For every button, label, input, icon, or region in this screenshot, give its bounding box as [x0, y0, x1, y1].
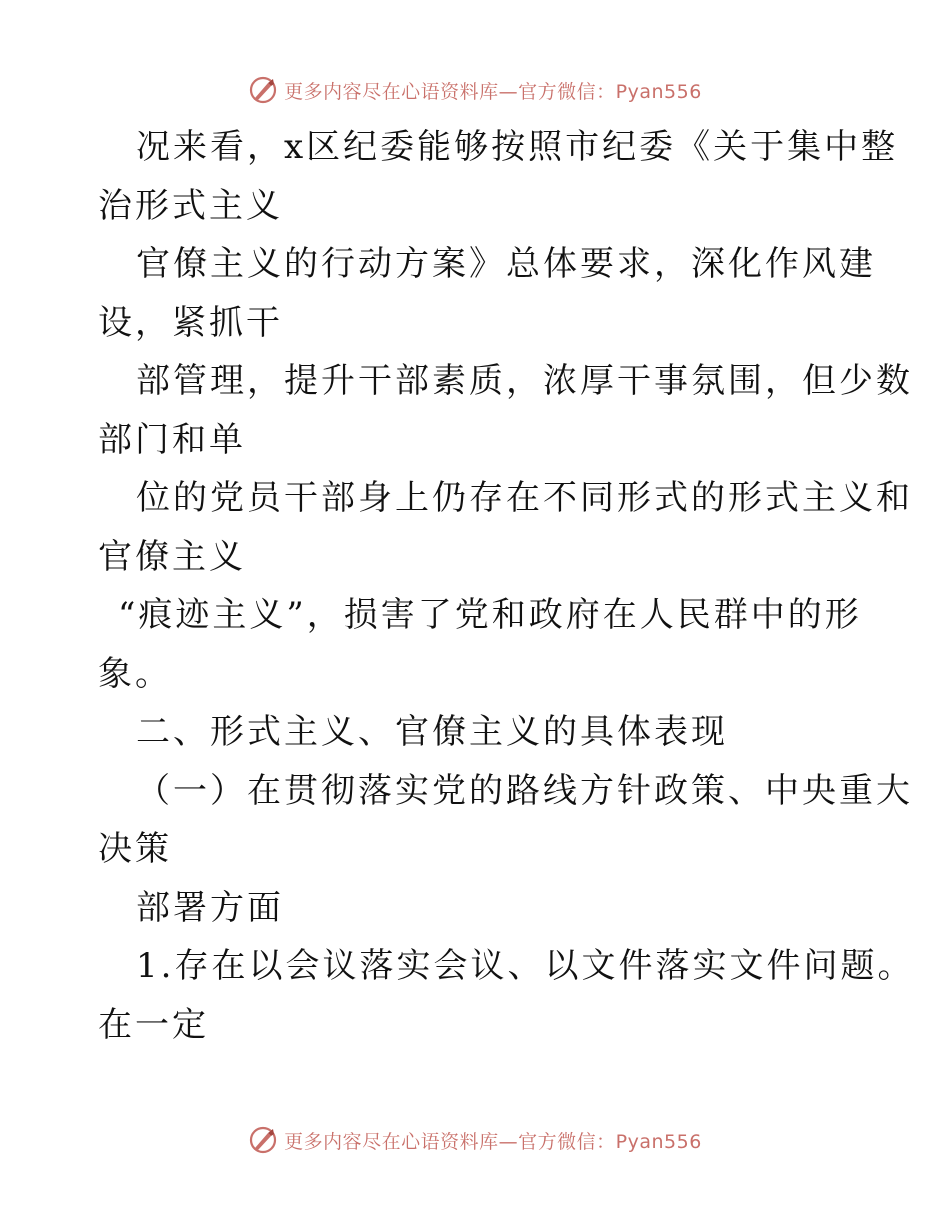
paragraph-line: 设，紧抓干 [98, 302, 283, 343]
paragraph-line: 治形式主义 [98, 185, 283, 226]
document-body [98, 118, 915, 1054]
subsection-heading: （一）在贯彻落实党的路线方针政策、中央重大 [136, 770, 913, 811]
paragraph-line: “痕迹主义”，损害了党和政府在人民群中的形 [118, 595, 862, 635]
paragraph-line: 部管理，提升干部素质，浓厚干事氛围，但少数 [136, 361, 913, 401]
watermark-text: 更多内容尽在心语资料库—官方微信：Pyan556 [284, 1130, 702, 1153]
paragraph-line: 位的党员干部身上仍存在不同形式的形式主义和 [136, 478, 913, 518]
paragraph-line: 官僚主义 [98, 536, 246, 577]
paragraph-line: 在一定 [98, 1004, 209, 1045]
quill-pen-logo-icon [248, 75, 278, 105]
subsection-heading-cont: 决策 [98, 829, 172, 869]
paragraph-line: 况来看，x区纪委能够按照市纪委《关于集中整 [136, 127, 899, 167]
paragraph-line: 1.存在以会议落实会议、以文件落实文件问题。 [136, 946, 915, 986]
paragraph-line: 官僚主义的行动方案》总体要求，深化作风建 [136, 244, 876, 284]
paragraph-line: 象。 [98, 653, 172, 694]
footer-watermark-banner [0, 1120, 950, 1160]
quill-pen-logo-icon [248, 1125, 278, 1155]
watermark-text: 更多内容尽在心语资料库—官方微信：Pyan556 [284, 80, 702, 103]
section-heading: 二、形式主义、官僚主义的具体表现 [136, 712, 728, 752]
subsection-heading-cont: 部署方面 [136, 887, 284, 928]
header-watermark-banner [0, 70, 950, 110]
paragraph-line: 部门和单 [98, 419, 246, 460]
